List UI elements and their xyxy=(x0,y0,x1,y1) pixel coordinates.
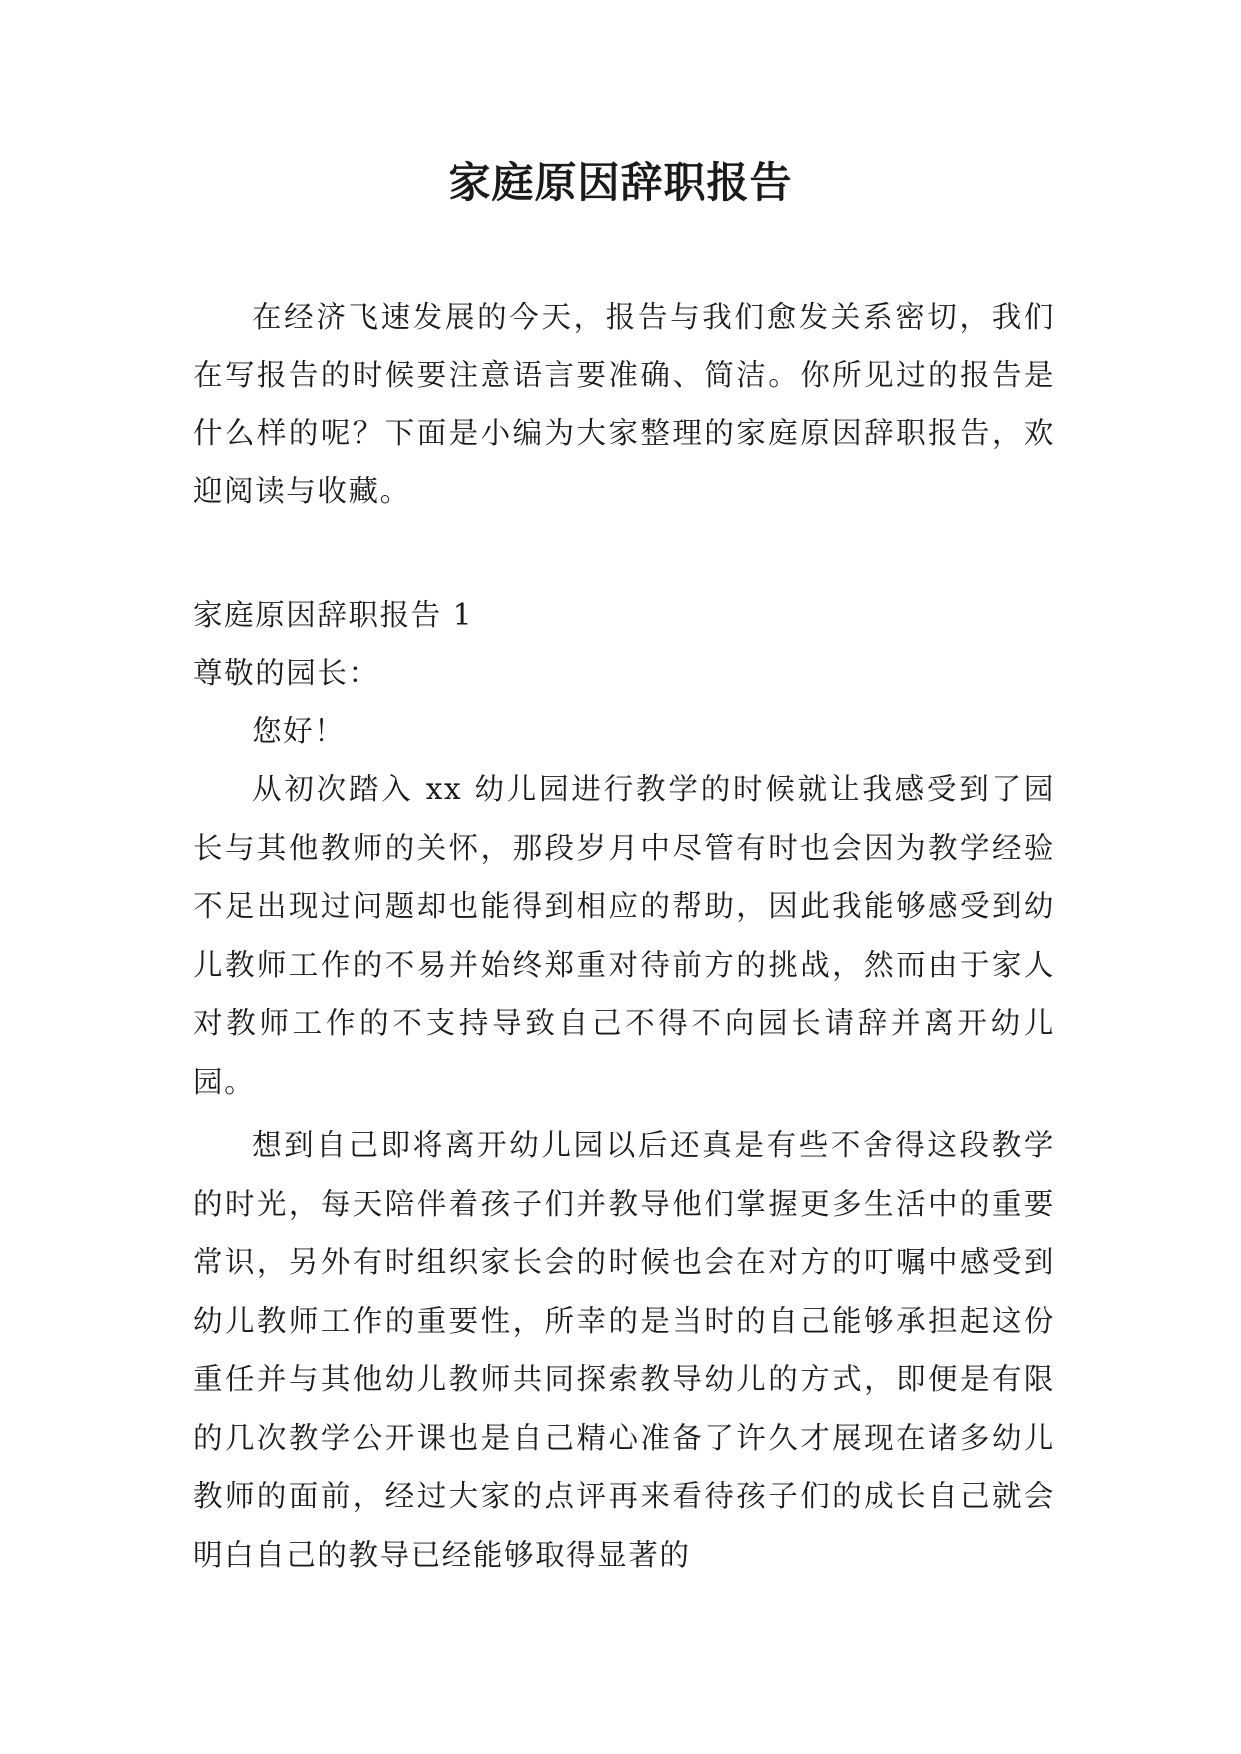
salutation: 尊敬的园长： xyxy=(193,656,380,690)
document-title: 家庭原因辞职报告 xyxy=(448,158,793,207)
body-paragraph-1: 从初次踏入 xx 幼儿园进行教学的时候就让我感受到了园长与其他教师的关怀，那段岁月中尽管有时也会因为教学经验不足出现过问题却也能得到相应的帮助，因此我能够感受到幼儿教师工作的不易并始终郑重对待前方的挑战，然而由于家人对教师工作的不支持导致自己不得不向园长请辞并离开幼儿园。 xyxy=(193,772,1055,1099)
article-block xyxy=(193,586,1055,1584)
body-paragraph-2: 想到自己即将离开幼儿园以后还真是有些不舍得这段教学的时光，每天陪伴着孩子们并教导他们掌握更多生活中的重要常识，另外有时组织家长会的时候也会在对方的叮嘱中感受到幼儿教师工作的重要性，所幸的是当时的自己能够承担起这份重任并与其他幼儿教师共同探索教导幼儿的方式，即便是有限的几次教学公开课也是自己精心准备了许久才展现在诸多幼儿教师的面前，经过大家的点评再来看待孩子们的成长自己就会明白自己的教导已经能够取得显著的 xyxy=(193,1128,1055,1572)
greeting: 您好！ xyxy=(252,714,346,748)
intro-paragraph: 在经济飞速发展的今天，报告与我们愈发关系密切，我们在写报告的时候要注意语言要准确、简洁。你所见过的报告是什么样的呢？下面是小编为大家整理的家庭原因辞职报告，欢迎阅读与收藏。 xyxy=(193,300,1055,508)
intro-block xyxy=(193,288,1055,520)
section-title: 家庭原因辞职报告 1 xyxy=(193,598,474,632)
